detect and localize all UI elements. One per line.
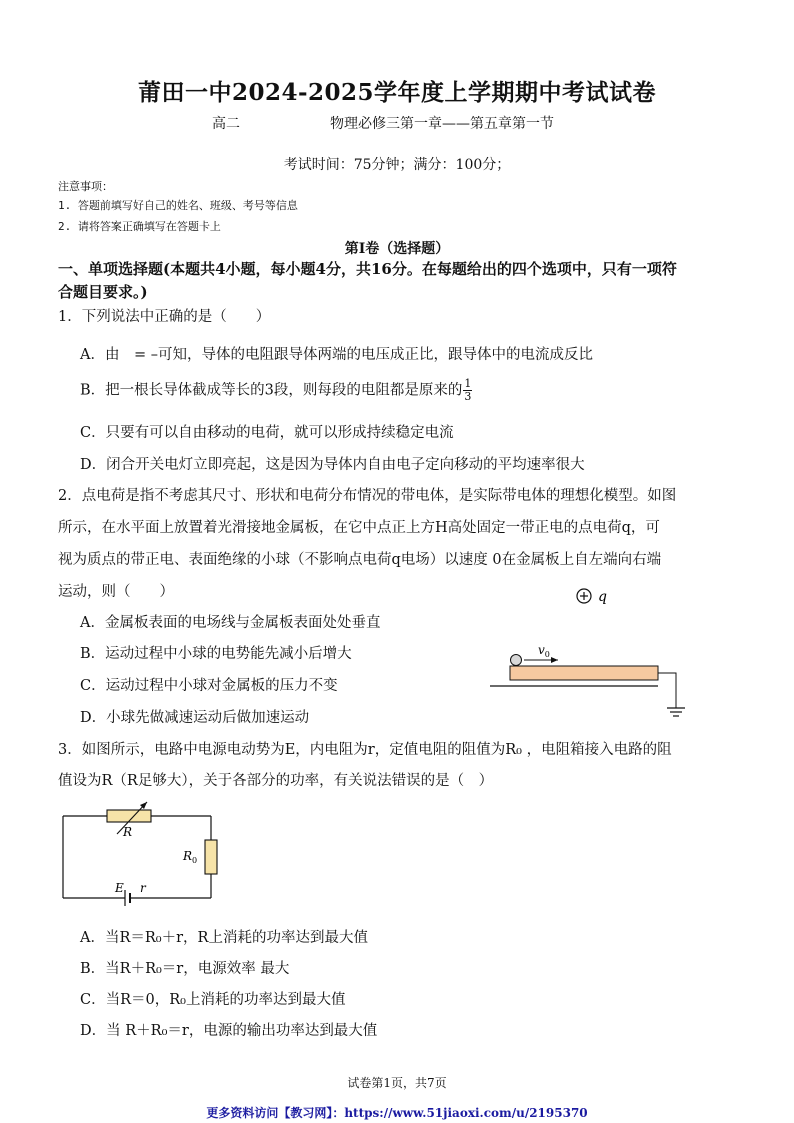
section-heading-cont: 合题目要求。) bbox=[58, 283, 148, 301]
q2-option-c: C．运动过程中小球对金属板的压力不变 bbox=[80, 678, 338, 694]
question-3-stem-line: 值设为R（R足够大），关于各部分的功率，有关说法错误的是（ ） bbox=[58, 773, 494, 789]
volume-title: 第I卷（选择题） bbox=[344, 241, 450, 257]
page-title: 莆田一中2024-2025学年度上学期期中考试试卷 bbox=[137, 79, 657, 106]
question-2-stem-line: 所示，在水平面上放置着光滑接地金属板，在它中点正上方H高处固定一带正电的点电荷q，可 bbox=[58, 520, 660, 536]
fraction bbox=[463, 378, 472, 403]
q1-option-b bbox=[80, 378, 472, 403]
battery-icon bbox=[125, 890, 130, 906]
q3-option-b: B．当R＋R₀＝r，电源效率 最大 bbox=[80, 961, 290, 977]
q1-option-c: C．只要有可以自由移动的电荷，就可以形成持续稳定电流 bbox=[80, 425, 454, 441]
metal-plate bbox=[510, 666, 658, 680]
q3-option-a: A．当R＝R₀＋r，R上消耗的功率达到最大值 bbox=[80, 930, 368, 946]
rheostat-label: R bbox=[123, 825, 133, 839]
q3-option-c: C．当R＝0，R₀上消耗的功率达到最大值 bbox=[80, 992, 346, 1008]
q3-option-d: D．当 R＋R₀＝r，电源的输出功率达到最大值 bbox=[80, 1023, 378, 1039]
charge-label: q bbox=[598, 589, 607, 605]
velocity-label: $v_0$ bbox=[538, 643, 550, 659]
resource-link[interactable]: 更多资料访问【教习网】：https://www.51jiaoxi.com/u/2195370 bbox=[206, 1106, 588, 1120]
q2-figure bbox=[480, 580, 710, 725]
exam-scope: 物理必修三第一章——第五章第一节 bbox=[330, 116, 554, 132]
page-number: 试卷第1页，共7页 bbox=[347, 1076, 447, 1090]
q2-option-b: B．运动过程中小球的电势能先减小后增大 bbox=[80, 646, 352, 662]
resistor-icon bbox=[205, 840, 217, 874]
rheostat-icon bbox=[107, 810, 151, 822]
exam-info: 考试时间：75分钟；满分：100分； bbox=[283, 157, 511, 173]
section-heading: 一、单项选择题(本题共4小题，每小题4分，共16分。在每题给出的四个选项中，只有一项符 bbox=[58, 260, 677, 278]
q1-option-a: A．由 = –可知，导体的电阻跟导体两端的电压成正比，跟导体中的电流成反比 bbox=[80, 347, 593, 363]
internal-resistance-label: r bbox=[140, 881, 146, 895]
question-1-stem: 1．下列说法中正确的是（ ） bbox=[58, 309, 271, 325]
emf-label: E bbox=[115, 881, 124, 895]
arrow-head-icon bbox=[551, 657, 558, 663]
question-2-stem-line: 运动，则（ ） bbox=[58, 584, 174, 600]
resistor-label: $R_0$ bbox=[183, 849, 198, 865]
q1-option-d: D．闭合开关电灯立即亮起，这是因为导体内自由电子定向移动的平均速率很大 bbox=[80, 457, 585, 473]
point-charge-icon bbox=[577, 589, 591, 603]
q2-option-a: A．金属板表面的电场线与金属板表面处处垂直 bbox=[80, 615, 381, 631]
q2-option-d: D．小球先做减速运动后做加速运动 bbox=[80, 710, 310, 726]
fraction-denominator: 3 bbox=[464, 390, 472, 403]
question-3-stem-line: 3．如图所示，电路中电源电动势为E，内电阻为r，定值电阻的阻值为R₀ ，电阻箱接入电路的阻 bbox=[58, 742, 672, 758]
q3-circuit-figure bbox=[55, 798, 235, 908]
fraction-numerator: 1 bbox=[464, 377, 472, 390]
ground-icon bbox=[667, 708, 685, 716]
q1-option-b-text: B．把一根长导体截成等长的3段，则每段的电阻都是原来的 bbox=[80, 382, 463, 399]
notice-item: 2. 请将答案正确填写在答题卡上 bbox=[58, 220, 221, 233]
notice-heading: 注意事项： bbox=[58, 180, 113, 193]
grade-label: 高二 bbox=[212, 116, 240, 132]
question-2-stem-line: 视为质点的带正电、表面绝缘的小球（不影响点电荷q电场）以速度 0在金属板上自左端向右端 bbox=[58, 552, 662, 568]
ball-icon bbox=[511, 655, 522, 666]
ground-wire bbox=[658, 673, 676, 708]
notice-item: 1. 答题前填写好自己的姓名、班级、考号等信息 bbox=[58, 199, 298, 212]
question-2-stem-line: 2．点电荷是指不考虑其尺寸、形状和电荷分布情况的带电体，是实际带电体的理想化模型。如图 bbox=[58, 488, 677, 504]
